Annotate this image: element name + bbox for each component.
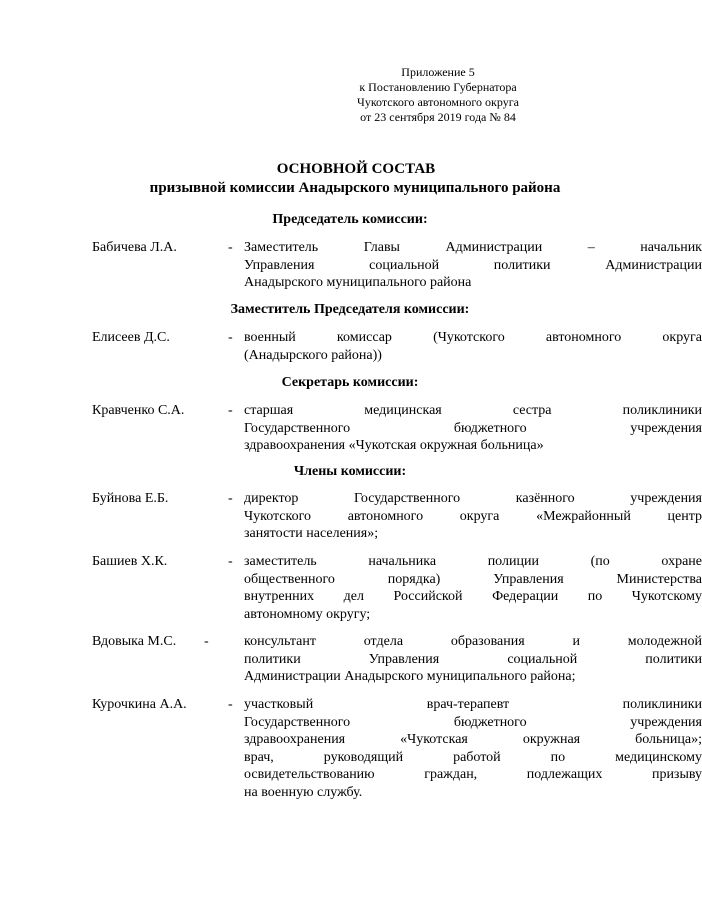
position-line: (Анадырского района)) (244, 347, 382, 363)
section-members: Члены комиссии: (293, 464, 407, 479)
position-line: общественного порядка) Управления Министерства (244, 571, 702, 587)
member-name: Курочкина А.А. (92, 697, 187, 712)
annex-line: Приложение 5 (401, 65, 475, 79)
position-line: внутренних дел Российской Федерации по Чукотскому (244, 589, 702, 604)
position-line: директор Государственного казённого учреждения (244, 491, 702, 506)
member-position (244, 696, 702, 801)
dash-separator: - (228, 697, 233, 712)
position-line: заместитель начальника полиции (по охране (244, 554, 702, 569)
position-line: врач, руководящий работой по медицинскому (244, 749, 702, 765)
position-line: освидетельствованию граждан, подлежащих призыву (244, 767, 702, 782)
section-deputy: Заместитель Председателя комиссии: (230, 302, 470, 317)
member-name: Вдовыка М.С. (92, 634, 177, 649)
position-line: здравоохранения «Чукотская окружная больница» (244, 438, 544, 453)
member-name: Елисеев Д.С. (92, 330, 170, 345)
dash-separator: - (228, 330, 233, 345)
position-line: Администрации Анадырского муниципального района; (244, 669, 576, 684)
member-name: Бабичева Л.А. (92, 240, 177, 255)
position-line: занятости населения»; (244, 526, 379, 541)
annex-header (308, 65, 568, 125)
section-chair: Председатель комиссии: (272, 212, 428, 227)
member-name: Башиев Х.К. (92, 554, 168, 569)
position-line: Государственного бюджетного учреждения (244, 420, 702, 436)
member-position (244, 490, 702, 543)
member-position (244, 239, 702, 292)
member-position (244, 329, 702, 364)
section-secretary: Секретарь комиссии: (281, 375, 419, 390)
dash-separator: - (228, 554, 233, 569)
annex-line: от 23 сентября 2019 года № 84 (360, 110, 516, 124)
position-line: участковый врач-терапевт поликлиники (244, 697, 702, 712)
position-line: Государственного бюджетного учреждения (244, 714, 702, 730)
member-name: Буйнова Е.Б. (92, 491, 169, 506)
annex-line: к Постановлению Губернатора (359, 80, 517, 94)
title-main: ОСНОВНОЙ СОСТАВ (276, 161, 436, 177)
position-line: политики Управления социальной политики (244, 651, 702, 667)
member-name: Кравченко С.А. (92, 403, 185, 418)
position-line: на военную службу. (244, 784, 363, 800)
position-line: военный комиссар (Чукотского автономного округа (244, 330, 702, 345)
dash-separator: - (204, 634, 209, 649)
member-position (244, 553, 702, 623)
dash-separator: - (228, 240, 233, 255)
member-position (244, 633, 702, 686)
position-line: Заместитель Главы Администрации – начальник (244, 240, 702, 255)
position-line: консультант отдела образования и молодежной (244, 634, 702, 649)
document-title (0, 160, 640, 196)
position-line: Управления социальной политики Администрации (244, 257, 702, 273)
position-line: автономному округу; (244, 606, 371, 622)
position-line: Анадырского муниципального района (244, 275, 472, 290)
annex-line: Чукотского автономного округа (357, 95, 519, 109)
position-line: Чукотского автономного округа «Межрайонный центр (244, 508, 702, 524)
position-line: здравоохранения «Чукотская окружная больница»; (244, 732, 702, 747)
title-sub: призывной комиссии Анадырского муниципального района (149, 180, 561, 196)
member-position (244, 402, 702, 455)
dash-separator: - (228, 403, 233, 418)
position-line: старшая медицинская сестра поликлиники (244, 403, 702, 418)
dash-separator: - (228, 491, 233, 506)
